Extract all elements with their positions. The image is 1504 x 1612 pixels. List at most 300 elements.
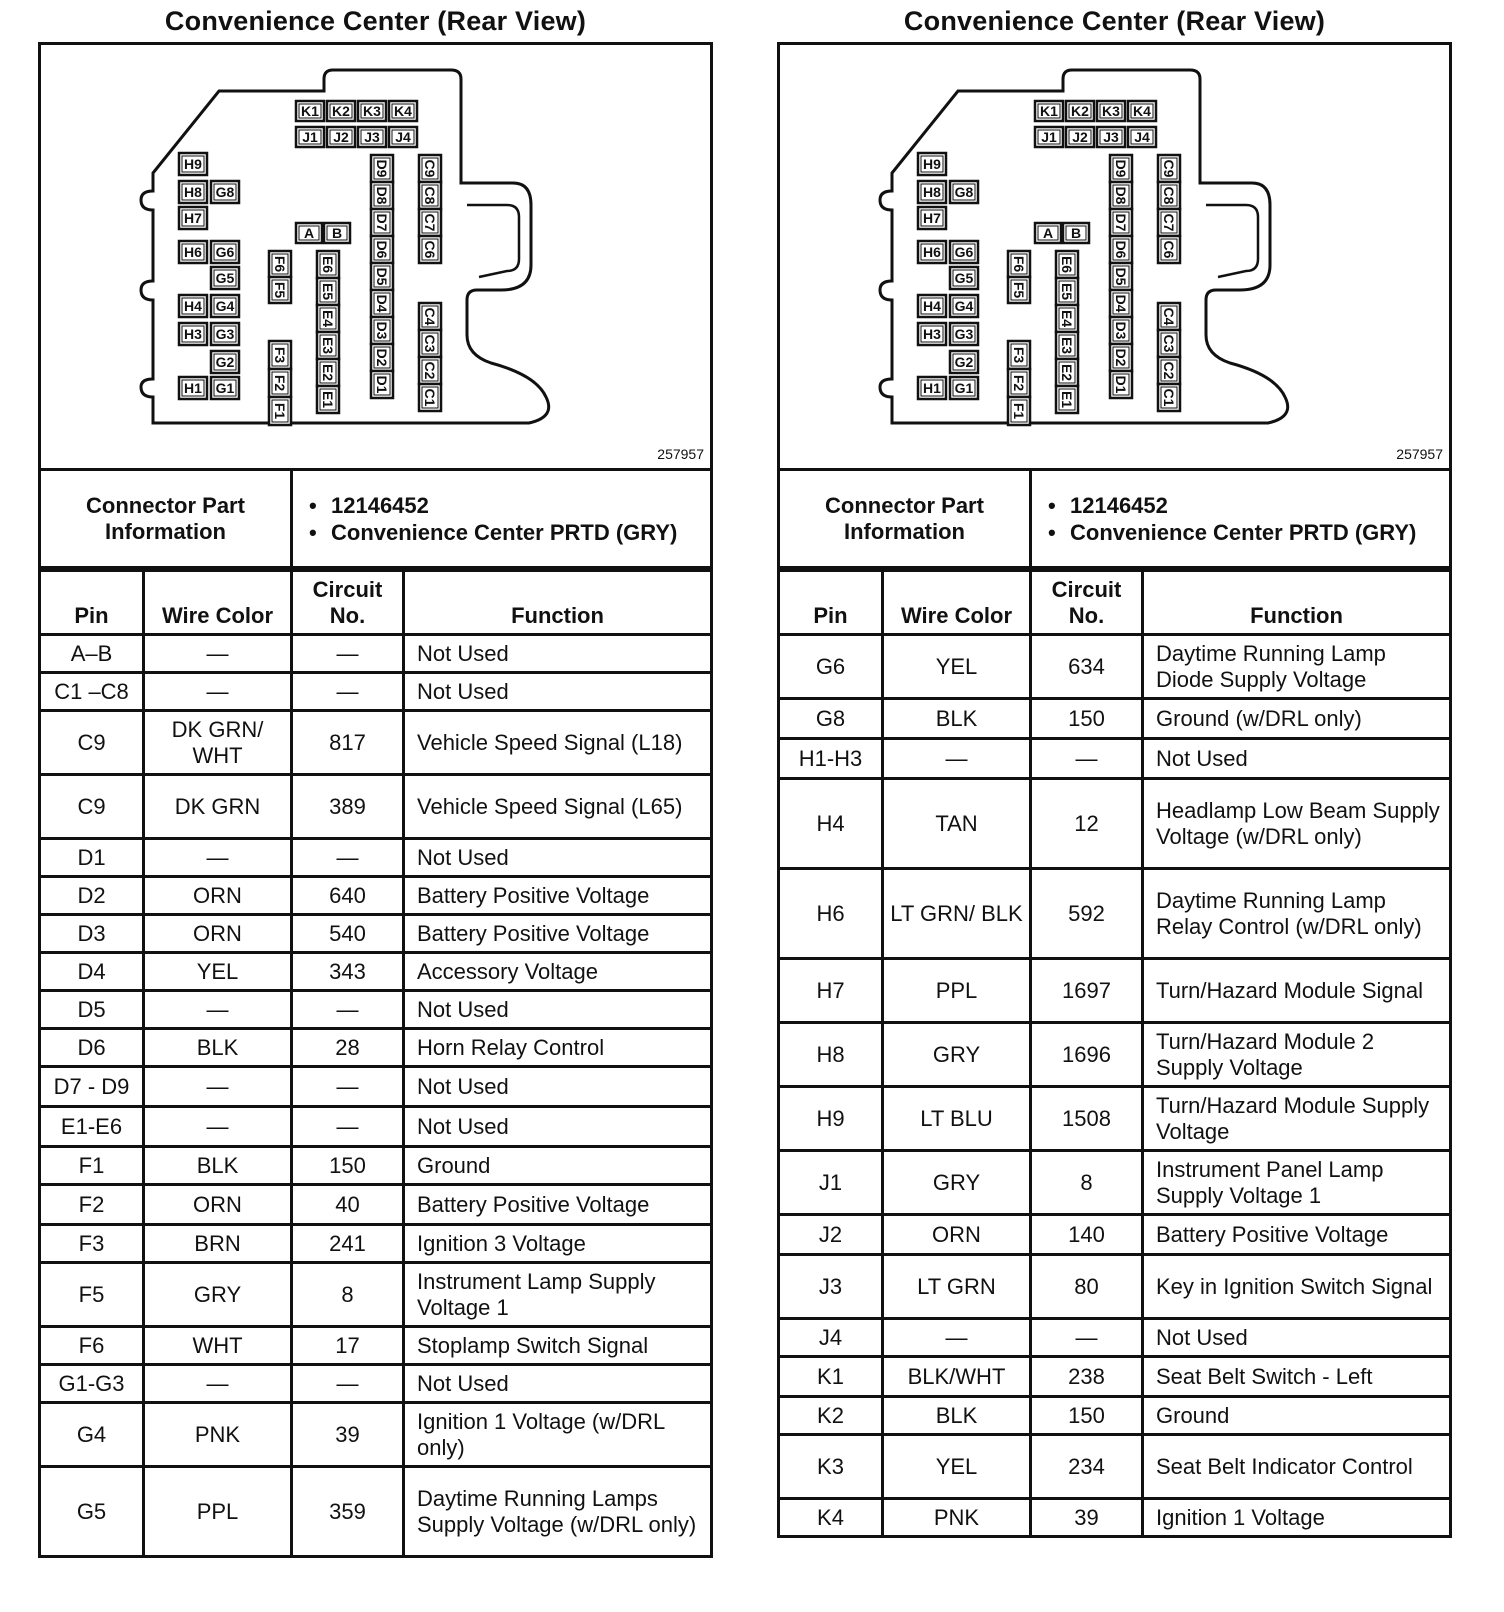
right-pin-table (777, 569, 1452, 1538)
circuit-cell: 359 (292, 1467, 404, 1557)
wire-color-cell: PPL (883, 959, 1031, 1023)
pin-cell: D4 (40, 953, 144, 991)
pin-k3 (1097, 101, 1125, 121)
function-cell: Turn/Hazard Module 2 Supply Voltage (1143, 1023, 1451, 1087)
svg-text:C3: C3 (1161, 334, 1177, 353)
wire-color-cell: YEL (883, 635, 1031, 699)
table-row (40, 953, 712, 991)
svg-text:K2: K2 (332, 103, 350, 119)
left-diagram (38, 42, 713, 468)
table-row (40, 1327, 712, 1365)
table-row (779, 959, 1451, 1023)
pin-d1 (371, 371, 393, 398)
circuit-cell: 80 (1031, 1255, 1143, 1319)
svg-text:J1: J1 (1041, 129, 1057, 145)
function-cell: Daytime Running Lamp Diode Supply Voltage (1143, 635, 1451, 699)
pin-d7 (1110, 209, 1132, 236)
wire-color-cell: BLK (144, 1029, 292, 1067)
right-diagram (777, 42, 1452, 468)
svg-text:K3: K3 (363, 103, 381, 119)
table-row (40, 635, 712, 673)
pin-cell: H1-H3 (779, 739, 883, 779)
pin-e1 (1056, 386, 1078, 413)
pin-j1 (296, 127, 324, 147)
pin-f5 (269, 277, 291, 303)
header-pin: Pin (40, 571, 144, 635)
svg-text:H1: H1 (923, 380, 941, 396)
pin-cell: D7 - D9 (40, 1067, 144, 1107)
left-pin-table (38, 569, 713, 1558)
table-row (779, 1255, 1451, 1319)
pin-d5 (1110, 263, 1132, 290)
part-description: Convenience Center PRTD (GRY) (331, 519, 678, 545)
svg-text:G1: G1 (954, 380, 974, 396)
circuit-cell: 238 (1031, 1357, 1143, 1397)
table-row (40, 1067, 712, 1107)
svg-text:H3: H3 (184, 326, 202, 342)
pin-d9 (1110, 155, 1132, 182)
svg-text:E4: E4 (1059, 309, 1075, 328)
pin-cell: G4 (40, 1403, 144, 1467)
pin-cell: G6 (779, 635, 883, 699)
circuit-cell: 8 (292, 1263, 404, 1327)
svg-text:G8: G8 (215, 184, 235, 200)
wire-color-cell: — (144, 991, 292, 1029)
svg-text:D4: D4 (374, 294, 390, 313)
wire-color-cell: LT GRN (883, 1255, 1031, 1319)
pin-g4 (950, 295, 978, 317)
circuit-cell: — (1031, 739, 1143, 779)
wire-color-cell: LT GRN/ BLK (883, 869, 1031, 959)
wire-color-cell: BRN (144, 1225, 292, 1263)
wire-color-cell: DK GRN/ WHT (144, 711, 292, 775)
wire-color-cell: ORN (144, 877, 292, 915)
table-row (40, 1467, 712, 1557)
wire-color-cell: PNK (144, 1403, 292, 1467)
pin-b (324, 223, 350, 243)
pin-f3 (1008, 341, 1030, 369)
header-function: Function (1143, 571, 1451, 635)
pin-g2 (950, 351, 978, 373)
table-row (779, 699, 1451, 739)
pin-cell: F3 (40, 1225, 144, 1263)
svg-text:D3: D3 (374, 321, 390, 340)
wire-color-cell: TAN (883, 779, 1031, 869)
pin-cell: H4 (779, 779, 883, 869)
table-row (40, 673, 712, 711)
pin-k2 (327, 101, 355, 121)
pin-g3 (950, 323, 978, 345)
pin-j3 (1097, 127, 1125, 147)
function-cell: Accessory Voltage (404, 953, 712, 991)
pin-j4 (1128, 127, 1156, 147)
wire-color-cell: GRY (883, 1151, 1031, 1215)
pin-c7 (419, 209, 441, 236)
pin-c1 (1158, 384, 1180, 411)
function-cell: Turn/Hazard Module Signal (1143, 959, 1451, 1023)
svg-text:E5: E5 (320, 282, 336, 301)
pin-h1 (918, 377, 946, 399)
circuit-cell: 241 (292, 1225, 404, 1263)
circuit-cell: 1697 (1031, 959, 1143, 1023)
header-wire-color: Wire Color (144, 571, 292, 635)
header-pin: Pin (779, 571, 883, 635)
pin-cell: C9 (40, 711, 144, 775)
svg-text:D4: D4 (1113, 294, 1129, 313)
function-cell: Daytime Running Lamps Supply Voltage (w/DRL only) (404, 1467, 712, 1557)
function-cell: Stoplamp Switch Signal (404, 1327, 712, 1365)
svg-text:D1: D1 (374, 375, 390, 394)
wire-color-cell: PPL (144, 1467, 292, 1557)
svg-text:D2: D2 (374, 348, 390, 367)
svg-text:H7: H7 (923, 210, 941, 226)
header-wire-color: Wire Color (883, 571, 1031, 635)
function-cell: Not Used (404, 1067, 712, 1107)
pin-c8 (419, 182, 441, 209)
pin-h1 (179, 377, 207, 399)
pin-cell: J1 (779, 1151, 883, 1215)
function-cell: Not Used (1143, 1319, 1451, 1357)
pin-cell: F1 (40, 1147, 144, 1185)
pin-cell: D6 (40, 1029, 144, 1067)
pin-d8 (371, 182, 393, 209)
part-number: 12146452 (1070, 492, 1168, 518)
pin-cell: H8 (779, 1023, 883, 1087)
svg-text:C4: C4 (422, 307, 438, 326)
pin-f6 (1008, 251, 1030, 277)
pin-h8 (179, 181, 207, 203)
circuit-cell: 17 (292, 1327, 404, 1365)
wire-color-cell: ORN (144, 1185, 292, 1225)
svg-text:K3: K3 (1102, 103, 1120, 119)
svg-text:C6: C6 (422, 240, 438, 259)
svg-text:H4: H4 (923, 298, 941, 314)
wire-color-cell: DK GRN (144, 775, 292, 839)
pin-c3 (419, 330, 441, 357)
function-cell: Vehicle Speed Signal (L18) (404, 711, 712, 775)
pin-cell: H9 (779, 1087, 883, 1151)
function-cell: Not Used (404, 635, 712, 673)
svg-text:G2: G2 (215, 354, 235, 370)
circuit-cell: — (292, 1107, 404, 1147)
pin-e6 (1056, 251, 1078, 278)
function-cell: Key in Ignition Switch Signal (1143, 1255, 1451, 1319)
svg-text:G5: G5 (954, 270, 974, 286)
pin-e3 (317, 332, 339, 359)
svg-text:D8: D8 (1113, 186, 1129, 205)
function-cell: Horn Relay Control (404, 1029, 712, 1067)
fusebox-diagram (780, 45, 1449, 468)
right-title: Convenience Center (Rear View) (903, 6, 1326, 36)
svg-text:J3: J3 (364, 129, 380, 145)
wire-color-cell: — (144, 1067, 292, 1107)
pin-d1 (1110, 371, 1132, 398)
pin-cell: C1 –C8 (40, 673, 144, 711)
table-row (779, 779, 1451, 869)
pin-cell: H6 (779, 869, 883, 959)
svg-text:C4: C4 (1161, 307, 1177, 326)
pin-c1 (419, 384, 441, 411)
pin-cell: D3 (40, 915, 144, 953)
wire-color-cell: GRY (144, 1263, 292, 1327)
function-cell: Seat Belt Switch - Left (1143, 1357, 1451, 1397)
table-row (779, 1499, 1451, 1537)
left-title: Convenience Center (Rear View) (164, 6, 587, 36)
pin-cell: H7 (779, 959, 883, 1023)
function-cell: Instrument Lamp Supply Voltage 1 (404, 1263, 712, 1327)
svg-text:G8: G8 (954, 184, 974, 200)
circuit-cell: 234 (1031, 1435, 1143, 1499)
svg-text:G5: G5 (215, 270, 235, 286)
circuit-cell: 8 (1031, 1151, 1143, 1215)
table-row (40, 1403, 712, 1467)
table-row (40, 1263, 712, 1327)
pin-h3 (179, 323, 207, 345)
svg-text:E3: E3 (320, 336, 336, 355)
pin-j1 (1035, 127, 1063, 147)
right-info-table (777, 468, 1452, 569)
circuit-cell: 540 (292, 915, 404, 953)
pin-g8 (211, 181, 239, 203)
bullet-icon: • (1048, 519, 1056, 545)
fusebox-diagram (41, 45, 710, 468)
wire-color-cell: YEL (883, 1435, 1031, 1499)
wire-color-cell: — (144, 1107, 292, 1147)
pin-h4 (179, 295, 207, 317)
pin-cell: K2 (779, 1397, 883, 1435)
svg-text:D7: D7 (374, 213, 390, 232)
circuit-cell: — (1031, 1319, 1143, 1357)
bullet-icon: • (1048, 492, 1056, 518)
svg-text:D3: D3 (1113, 321, 1129, 340)
svg-text:E6: E6 (320, 255, 336, 274)
function-cell: Daytime Running Lamp Relay Control (w/DRL only) (1143, 869, 1451, 959)
function-cell: Battery Positive Voltage (404, 877, 712, 915)
pin-e4 (1056, 305, 1078, 332)
svg-text:C6: C6 (1161, 240, 1177, 259)
svg-text:F1: F1 (1011, 402, 1027, 420)
circuit-cell: 389 (292, 775, 404, 839)
wire-color-cell: BLK (883, 1397, 1031, 1435)
pin-b (1063, 223, 1089, 243)
wire-color-cell: LT BLU (883, 1087, 1031, 1151)
function-cell: Vehicle Speed Signal (L65) (404, 775, 712, 839)
pin-h7 (179, 207, 207, 229)
function-cell: Ground (404, 1147, 712, 1185)
pin-h6 (179, 241, 207, 263)
pin-c2 (419, 357, 441, 384)
pin-d4 (1110, 290, 1132, 317)
wire-color-cell: — (144, 1365, 292, 1403)
table-row (40, 839, 712, 877)
pin-f2 (269, 369, 291, 397)
svg-text:G6: G6 (215, 244, 235, 260)
svg-text:E2: E2 (1059, 363, 1075, 382)
wire-color-cell: BLK/WHT (883, 1357, 1031, 1397)
pin-g2 (211, 351, 239, 373)
svg-text:G2: G2 (954, 354, 974, 370)
circuit-cell: 39 (292, 1403, 404, 1467)
table-row (779, 1435, 1451, 1499)
circuit-cell: 40 (292, 1185, 404, 1225)
circuit-cell: 817 (292, 711, 404, 775)
pin-g8 (950, 181, 978, 203)
wire-color-cell: ORN (144, 915, 292, 953)
pin-k1 (296, 101, 324, 121)
wire-color-cell: — (144, 839, 292, 877)
pin-j2 (1066, 127, 1094, 147)
function-cell: Ground (w/DRL only) (1143, 699, 1451, 739)
svg-text:A: A (1042, 225, 1054, 241)
pin-d6 (1110, 236, 1132, 263)
table-row (779, 739, 1451, 779)
circuit-cell: 1696 (1031, 1023, 1143, 1087)
pin-g4 (211, 295, 239, 317)
header-circuit: Circuit No. (1031, 571, 1143, 635)
svg-text:K1: K1 (301, 103, 319, 119)
pin-f6 (269, 251, 291, 277)
circuit-cell: 1508 (1031, 1087, 1143, 1151)
circuit-cell: — (292, 991, 404, 1029)
table-row (779, 1151, 1451, 1215)
pin-h9 (918, 153, 946, 175)
function-cell: Not Used (404, 991, 712, 1029)
svg-text:J2: J2 (333, 129, 349, 145)
pin-c6 (419, 236, 441, 263)
wire-color-cell: BLK (144, 1147, 292, 1185)
left-info-table (38, 468, 713, 569)
pin-cell: G5 (40, 1467, 144, 1557)
wire-color-cell: — (883, 739, 1031, 779)
svg-text:F6: F6 (1011, 255, 1027, 273)
wire-color-cell: WHT (144, 1327, 292, 1365)
function-cell: Instrument Panel Lamp Supply Voltage 1 (1143, 1151, 1451, 1215)
wire-color-cell: BLK (883, 699, 1031, 739)
pin-f3 (269, 341, 291, 369)
pin-cell: J3 (779, 1255, 883, 1319)
wire-color-cell: ORN (883, 1215, 1031, 1255)
svg-text:B: B (1070, 225, 1082, 241)
svg-text:F3: F3 (1011, 346, 1027, 364)
svg-text:G6: G6 (954, 244, 974, 260)
svg-text:C2: C2 (422, 361, 438, 380)
table-row (40, 915, 712, 953)
pin-k3 (358, 101, 386, 121)
svg-text:D6: D6 (374, 240, 390, 259)
svg-text:J4: J4 (1134, 129, 1150, 145)
circuit-cell: 634 (1031, 635, 1143, 699)
table-row (779, 1357, 1451, 1397)
pin-cell: C9 (40, 775, 144, 839)
svg-text:J3: J3 (1103, 129, 1119, 145)
svg-text:F6: F6 (272, 255, 288, 273)
circuit-cell: 150 (1031, 699, 1143, 739)
pin-c2 (1158, 357, 1180, 384)
svg-text:C7: C7 (1161, 213, 1177, 232)
table-row (40, 1365, 712, 1403)
pin-d2 (1110, 344, 1132, 371)
function-cell: Not Used (404, 1107, 712, 1147)
svg-text:H3: H3 (923, 326, 941, 342)
pin-cell: F5 (40, 1263, 144, 1327)
pin-h9 (179, 153, 207, 175)
bullet-icon: • (309, 519, 317, 545)
pin-cell: G1-G3 (40, 1365, 144, 1403)
svg-text:C3: C3 (422, 334, 438, 353)
circuit-cell: — (292, 1365, 404, 1403)
svg-text:F5: F5 (272, 281, 288, 299)
function-cell: Turn/Hazard Module Supply Voltage (1143, 1087, 1451, 1151)
pin-c3 (1158, 330, 1180, 357)
svg-text:E3: E3 (1059, 336, 1075, 355)
function-cell: Headlamp Low Beam Supply Voltage (w/DRL only) (1143, 779, 1451, 869)
svg-text:F5: F5 (1011, 281, 1027, 299)
svg-text:F2: F2 (1011, 374, 1027, 392)
table-row (40, 775, 712, 839)
pin-d6 (371, 236, 393, 263)
svg-text:D5: D5 (1113, 267, 1129, 286)
pin-cell: F2 (40, 1185, 144, 1225)
function-cell: Ground (1143, 1397, 1451, 1435)
svg-text:E6: E6 (1059, 255, 1075, 274)
pin-cell: J4 (779, 1319, 883, 1357)
circuit-cell: — (292, 673, 404, 711)
pin-c4 (1158, 303, 1180, 330)
svg-text:H4: H4 (184, 298, 202, 314)
circuit-cell: 39 (1031, 1499, 1143, 1537)
pin-cell: D1 (40, 839, 144, 877)
svg-text:D2: D2 (1113, 348, 1129, 367)
part-number: 12146452 (331, 492, 429, 518)
pin-f1 (1008, 397, 1030, 425)
svg-text:G3: G3 (954, 326, 974, 342)
wire-color-cell: PNK (883, 1499, 1031, 1537)
pin-e1 (317, 386, 339, 413)
function-cell: Ignition 3 Voltage (404, 1225, 712, 1263)
circuit-cell: 150 (292, 1147, 404, 1185)
pin-h8 (918, 181, 946, 203)
wire-color-cell: YEL (144, 953, 292, 991)
pin-k4 (389, 101, 417, 121)
svg-text:E2: E2 (320, 363, 336, 382)
svg-text:H6: H6 (923, 244, 941, 260)
connector-part-label: Connector Part Information (779, 470, 1031, 568)
pin-j2 (327, 127, 355, 147)
circuit-cell: 640 (292, 877, 404, 915)
table-row (40, 711, 712, 775)
figure-number: 257957 (657, 446, 704, 462)
pin-d7 (371, 209, 393, 236)
table-row (779, 635, 1451, 699)
svg-text:C8: C8 (422, 186, 438, 205)
pin-cell: A–B (40, 635, 144, 673)
svg-text:C7: C7 (422, 213, 438, 232)
table-row (40, 1225, 712, 1263)
circuit-cell: 343 (292, 953, 404, 991)
pin-c8 (1158, 182, 1180, 209)
function-cell: Not Used (404, 839, 712, 877)
svg-text:D5: D5 (374, 267, 390, 286)
pin-e6 (317, 251, 339, 278)
pin-h6 (918, 241, 946, 263)
connector-part-label: Connector Part Information (40, 470, 292, 568)
svg-text:C1: C1 (1161, 388, 1177, 407)
pin-c7 (1158, 209, 1180, 236)
svg-text:H8: H8 (184, 184, 202, 200)
part-description: Convenience Center PRTD (GRY) (1070, 519, 1417, 545)
svg-text:E4: E4 (320, 309, 336, 328)
svg-text:C2: C2 (1161, 361, 1177, 380)
